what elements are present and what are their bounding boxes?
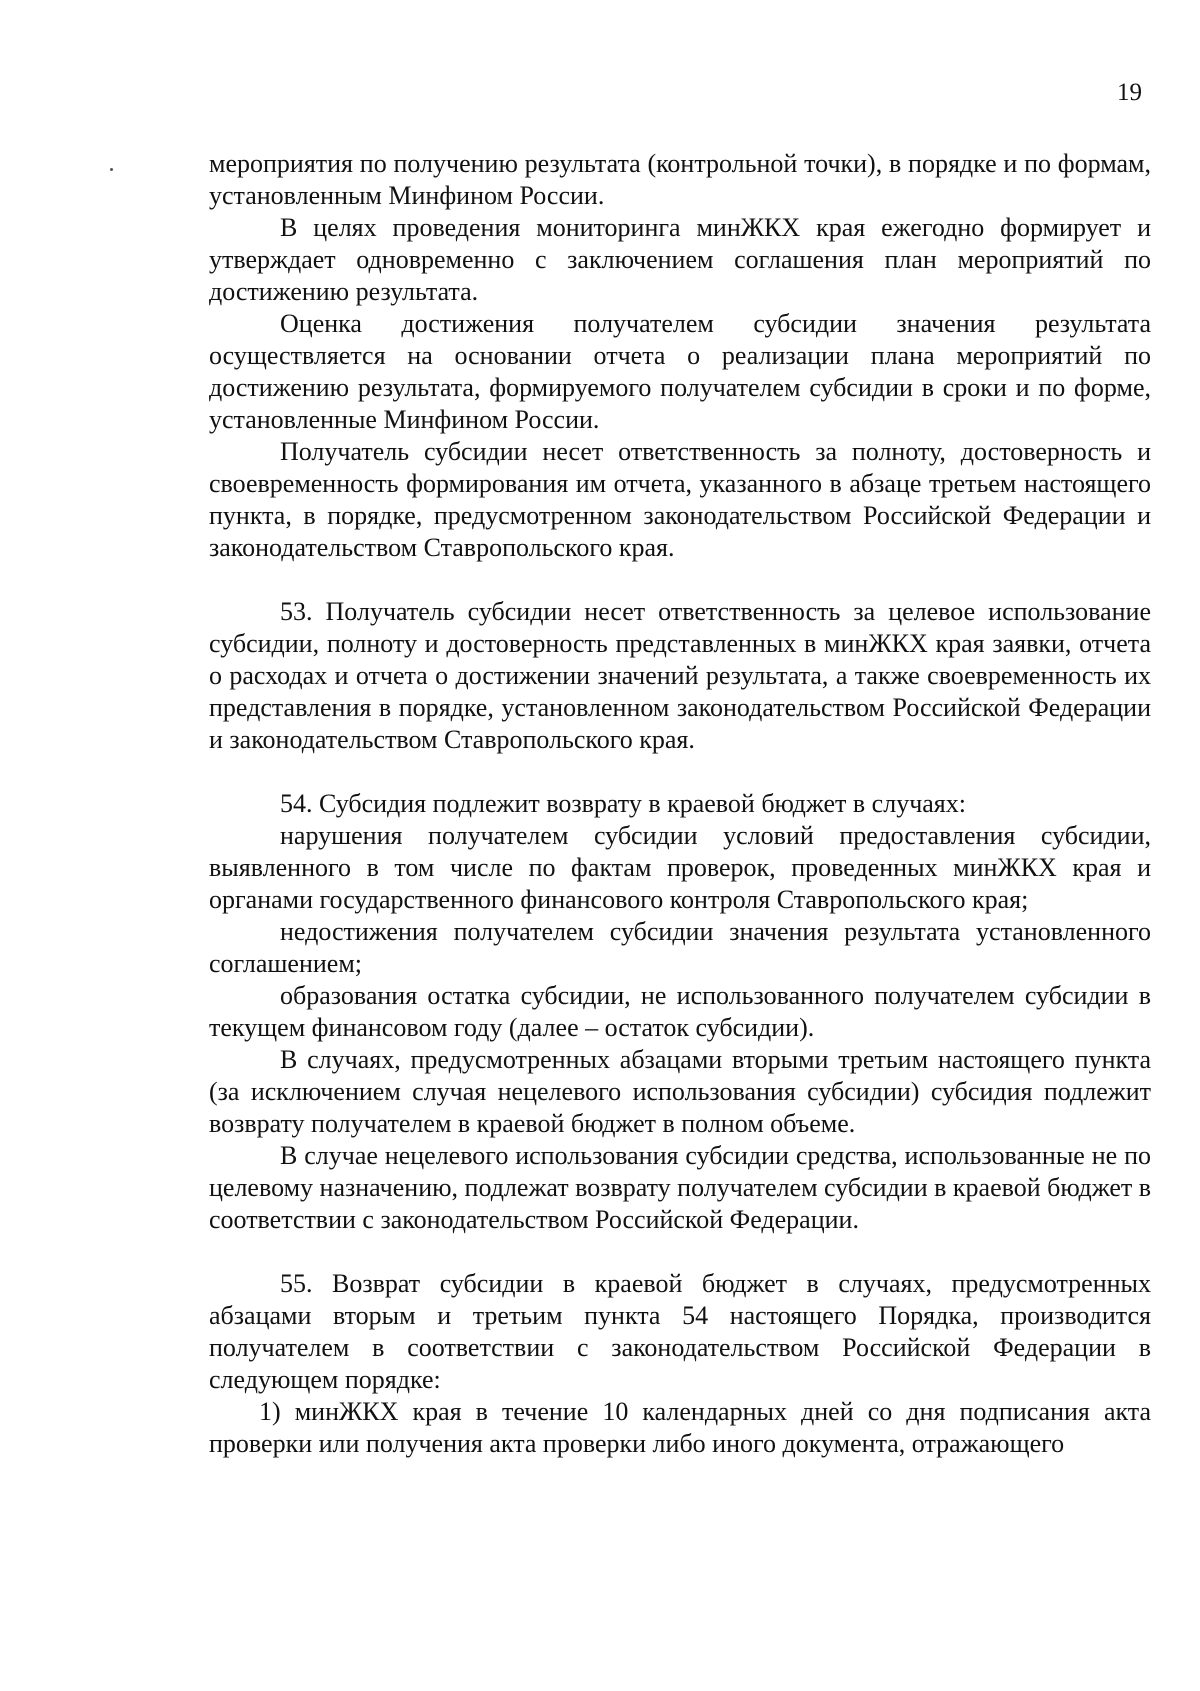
clause-54-full-return: В случаях, предусмотренных абзацами вторыми третьим настоящего пункта (за исключением случая нецелевого использования субсидии) субсидия подлежит возврату получателем в краевой бюджет в полном объеме.: [209, 1045, 1151, 1138]
document-body: [209, 148, 1151, 1460]
clause-54-misuse-return: В случае нецелевого использования субсидии средства, использованные не по целевому назначению, подлежат возврату получателем субсидии в краевой бюджет в соответствии с законодательством Российской Федерации.: [209, 1141, 1151, 1234]
clause-53: 53. Получатель субсидии несет ответственность за целевое использование субсидии, полноту и достоверность представленных в минЖКХ края заявки, отчета о расходах и отчета о достижении значений результата, а также своевременность их представления в порядке, установленном законодательством Российской Федерации и законодательством Ставропольского края.: [209, 597, 1151, 754]
paragraph-continuation: мероприятия по получению результата (контрольной точки), в порядке и по формам, установленным Минфином России.: [209, 149, 1151, 210]
paragraph-assessment: Оценка достижения получателем субсидии значения результата осуществляется на основании отчета о реализации плана мероприятий по достижению результата, формируемого получателем субсидии в сроки и по форме, установленные Минфином России.: [209, 309, 1151, 434]
paragraph-monitoring: В целях проведения мониторинга минЖКХ края ежегодно формирует и утверждает одновременно с заключением соглашения план мероприятий по достижению результата.: [209, 213, 1151, 306]
paragraph-responsibility: Получатель субсидии несет ответственность за полноту, достоверность и своевременность формирования им отчета, указанного в абзаце третьем настоящего пункта, в порядке, предусмотренном законодательством Российской Федерации и законодательством Ставропольского края.: [209, 437, 1151, 562]
clause-55-item-1: 1) минЖКХ края в течение 10 календарных дней со дня подписания акта проверки или получения акта проверки либо иного документа, отражающего: [209, 1397, 1151, 1458]
page-number: 19: [1117, 79, 1142, 106]
clause-54-case-nonachievement: недостижения получателем субсидии значения результата установленного соглашением;: [209, 917, 1151, 978]
clause-54-case-violation: нарушения получателем субсидии условий предоставления субсидии, выявленного в том числе по фактам проверок, проведенных минЖКХ края и органами государственного финансового контроля Ставропольского края;: [209, 821, 1151, 914]
clause-54: 54. Субсидия подлежит возврату в краевой бюджет в случаях:: [280, 789, 966, 818]
clause-54-case-remainder: образования остатка субсидии, не использованного получателем субсидии в текущем финансовом году (далее – остаток субсидии).: [209, 981, 1151, 1042]
clause-55: 55. Возврат субсидии в краевой бюджет в случаях, предусмотренных абзацами вторым и третьим пункта 54 настоящего Порядка, производится получателем в соответствии с законодательством Российской Федерации в следующем порядке:: [209, 1269, 1151, 1394]
scan-speck: [110, 168, 113, 171]
